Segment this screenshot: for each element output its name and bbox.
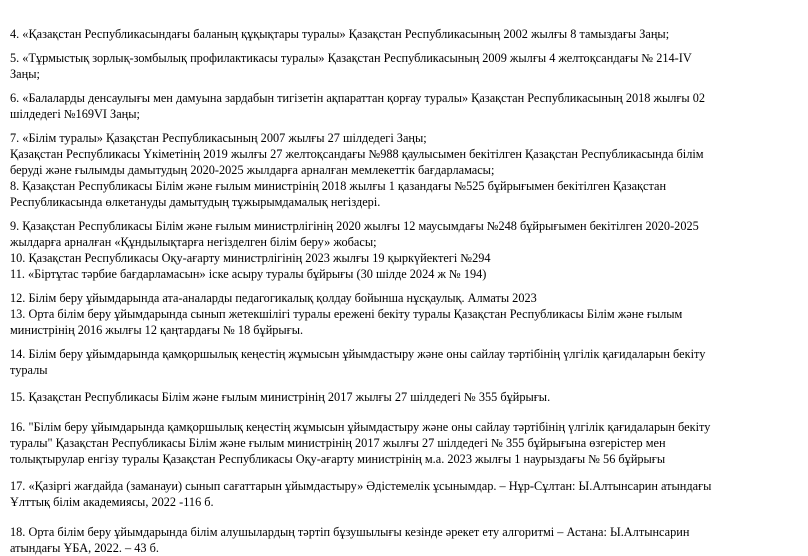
reference-line: Ұлттық білім академиясы, 2022 -116 б. bbox=[10, 495, 214, 509]
reference-item-17 bbox=[10, 478, 800, 510]
reference-line: 11. «Біртұтас тәрбие бағдарламасын» іске асыру туралы бұйрығы (30 шілде 2024 ж № 194) bbox=[10, 267, 487, 281]
reference-line: 7. «Білім туралы» Қазақстан Республикасының 2007 жылғы 27 шілдедегі Заңы; bbox=[10, 131, 427, 145]
reference-line: беруді және ғылымды дамытудың 2020-2025 жылдарға арналған мемлекеттік бағдарламасы; bbox=[10, 163, 495, 177]
reference-line: 8. Қазақстан Республикасы Білім және ғылым министрінің 2018 жылғы 1 қазандағы №525 бұйрығымен бекітілген Қазақстан bbox=[10, 179, 667, 193]
reference-line: туралы bbox=[10, 363, 48, 377]
reference-line: 4. «Қазақстан Республикасындағы баланың құқықтары туралы» Қазақстан Республикасының 2002 жылғы 8 тамыздағы Заңы; bbox=[10, 27, 670, 41]
reference-item-8 bbox=[10, 178, 800, 210]
reference-line: Республикасында өлкетануды дамытудың тұжырымдамалық негіздері. bbox=[10, 195, 381, 209]
reference-line: 6. «Балаларды денсаулығы мен дамуына зардабын тигізетін ақпараттан қорғау туралы» Қазақстан Республикасының 2018 жылғы 02 bbox=[10, 91, 706, 105]
reference-item-15 bbox=[10, 389, 800, 405]
document-body bbox=[10, 0, 800, 556]
reference-item-4 bbox=[10, 26, 800, 42]
reference-line: 15. Қазақстан Республикасы Білім және ғылым министрінің 2017 жылғы 27 шілдедегі № 355 бұйрығы. bbox=[10, 390, 551, 404]
reference-line: атындағы ҰБА, 2022. – 43 б. bbox=[10, 541, 159, 555]
reference-line: 14. Білім беру ұйымдарында қамқоршылық кеңестің жұмысын ұйымдастыру және оны сайлау тәртібінің үлгілік қағидаларын бекіту bbox=[10, 347, 706, 361]
reference-line: 5. «Тұрмыстық зорлық-зомбылық профилактикасы туралы» Қазақстан Республикасының 2009 жылғы 4 желтоқсандағы № 214-IV bbox=[10, 51, 692, 65]
reference-line: 12. Білім беру ұйымдарында ата-аналарды педагогикалық қолдау бойынша нұсқаулық. Алматы 2023 bbox=[10, 291, 537, 305]
reference-line: министрінің 2016 жылғы 12 қаңтардағы № 18 бұйрығы. bbox=[10, 323, 304, 337]
reference-line: 16. "Білім беру ұйымдарында қамқоршылық кеңестің жұмысын ұйымдастыру және оны сайлау тәртібінің үлгілік қағидаларын бекіту bbox=[10, 420, 711, 434]
reference-line: Заңы; bbox=[10, 67, 40, 81]
reference-item-5 bbox=[10, 50, 800, 82]
reference-line: шілдедегі №169VI Заңы; bbox=[10, 107, 140, 121]
reference-item-10 bbox=[10, 250, 800, 266]
reference-line: Қазақстан Республикасы Үкіметінің 2019 жылғы 27 желтоқсандағы №988 қаулысымен бекітілген Қазақстан Республикасында білім bbox=[10, 147, 704, 161]
reference-line: толықтырулар енгізу туралы Қазақстан Республикасы Оқу-ағарту министрінің м.а. 2023 жылғы 1 наурыздағы № 56 бұйрығы bbox=[10, 452, 666, 466]
reference-line: 9. Қазақстан Республикасы Білім және ғылым министрлігінің 2020 жылғы 12 маусымдағы №248 бұйрығымен бекітілген 2020-2025 bbox=[10, 219, 699, 233]
reference-item-11 bbox=[10, 266, 800, 282]
reference-line: 13. Орта білім беру ұйымдарында сынып жетекшілігі туралы ережені бекіту туралы Қазақстан Республикасы Білім және ғылым bbox=[10, 307, 683, 321]
reference-item-7 bbox=[10, 130, 800, 178]
reference-item-9 bbox=[10, 218, 800, 250]
reference-item-16 bbox=[10, 419, 800, 467]
reference-item-14 bbox=[10, 346, 800, 378]
reference-line: 17. «Қазіргі жағдайда (заманауи) сынып сағаттарын ұйымдастыру» Әдістемелік ұсынымдар. – Нұр-Сұлтан: Ы.Алтынсарин атындағы bbox=[10, 479, 712, 493]
reference-line: 10. Қазақстан Республикасы Оқу-ағарту министрлігінің 2023 жылғы 19 қыркүйектегі №294 bbox=[10, 251, 491, 265]
reference-item-6 bbox=[10, 90, 800, 122]
reference-item-18 bbox=[10, 524, 800, 556]
reference-line: туралы" Қазақстан Республикасы Білім және ғылым министрінің 2017 жылғы 27 шілдедегі № 355 бұйрығына өзгерістер мен bbox=[10, 436, 666, 450]
reference-line: 18. Орта білім беру ұйымдарында білім алушылардың тәртіп бұзушылығы кезінде әрекет ету алгоритмі – Астана: Ы.Алтынсарин bbox=[10, 525, 690, 539]
reference-item-12 bbox=[10, 290, 800, 306]
reference-item-13 bbox=[10, 306, 800, 338]
reference-line: жылдарға арналған «Құндылықтарға негізделген білім беру» жобасы; bbox=[10, 235, 377, 249]
